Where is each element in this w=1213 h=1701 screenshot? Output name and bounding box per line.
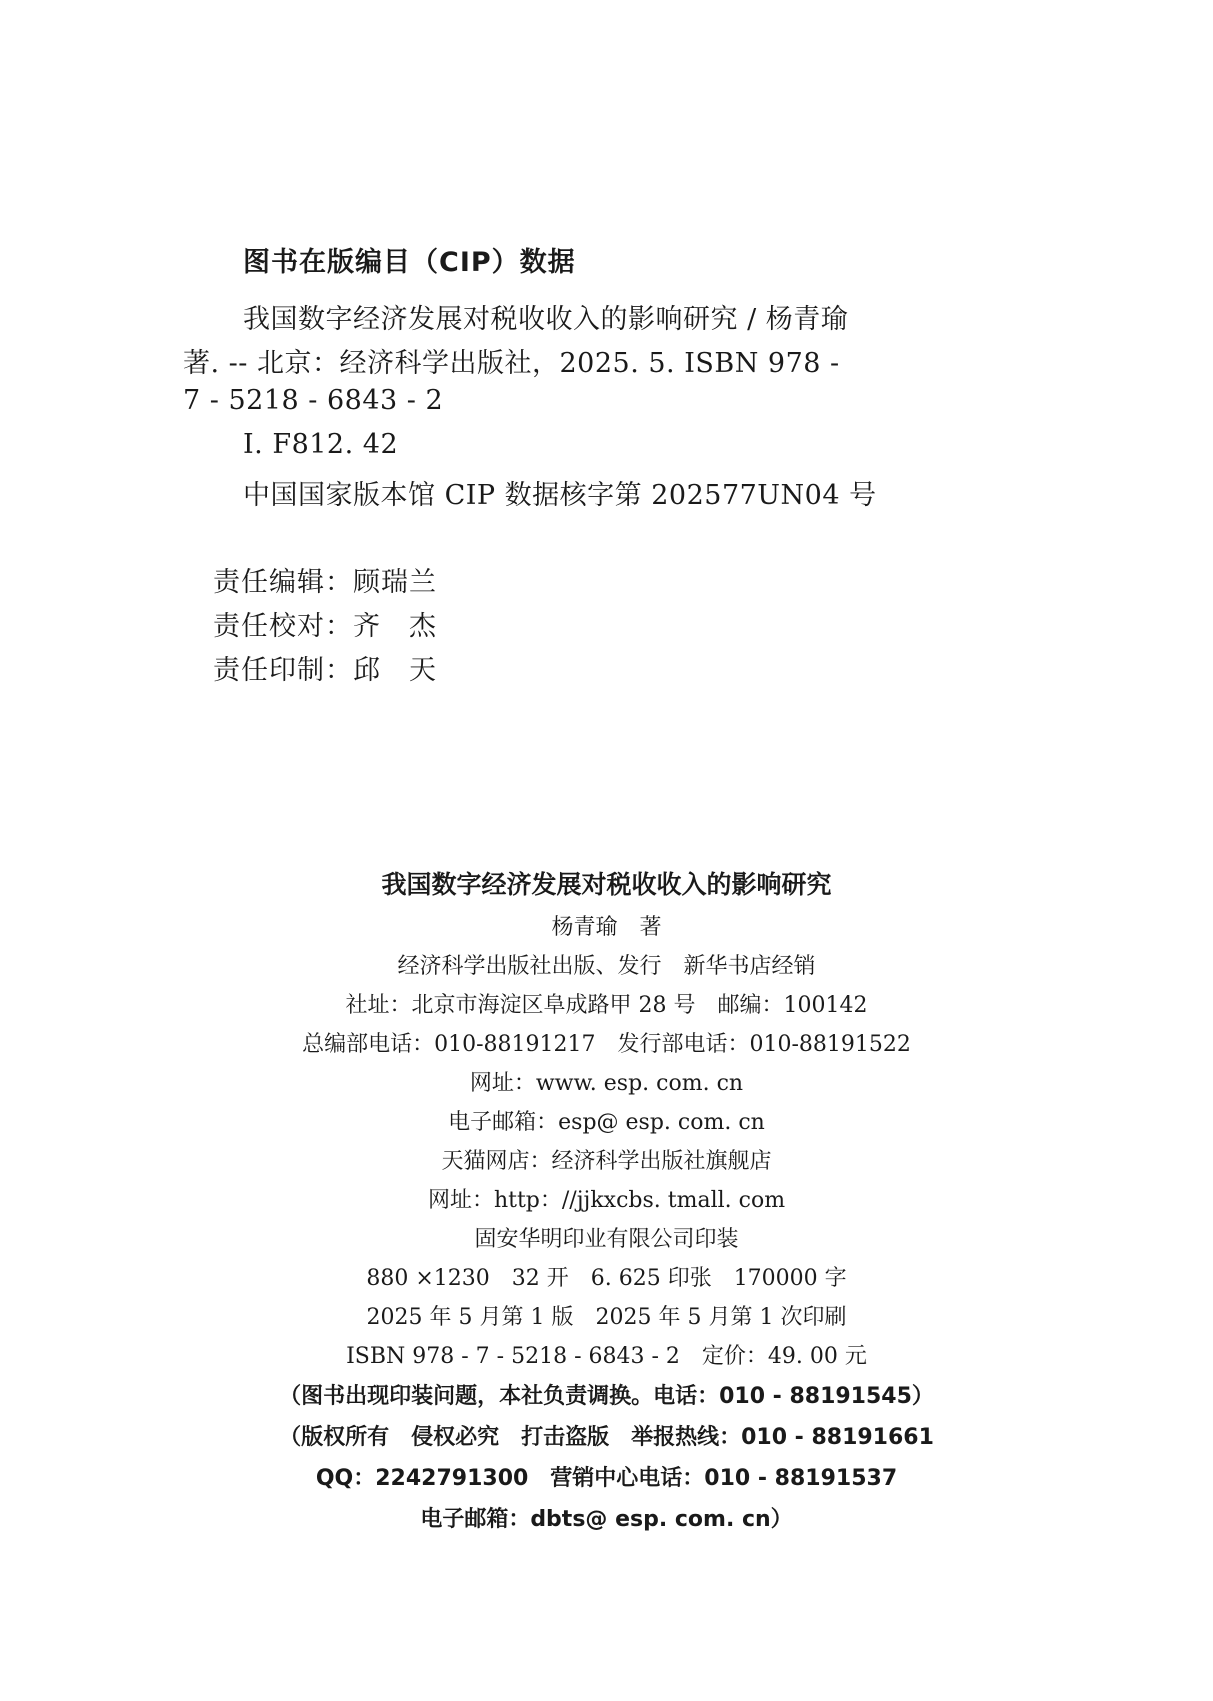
address-line: 社址：北京市海淀区阜成路甲 28 号 邮编：100142	[345, 993, 868, 1018]
cip-record-number-line: 中国国家版本馆 CIP 数据核字第 202577UN04 号	[243, 480, 877, 511]
staff-name: 邱 天	[353, 654, 437, 686]
staff-name: 顾瑞兰	[353, 566, 437, 598]
cip-isbn-line: 7 - 5218 - 6843 - 2	[183, 385, 444, 416]
publisher-line: 经济科学出版社出版、发行 新华书店经销	[397, 954, 816, 979]
notice-printing-issue: （图书出现印装问题，本社负责调换。电话：010 - 88191545）	[279, 1384, 934, 1409]
staff-label: 责任编辑：	[213, 566, 353, 598]
colophon	[0, 862, 1213, 1540]
email-line: 电子邮箱：esp@ esp. com. cn	[448, 1110, 765, 1135]
staff-row-editor	[213, 557, 437, 601]
book-author: 杨青瑜 著	[551, 915, 662, 940]
staff-name: 齐 杰	[353, 610, 437, 642]
tmall-url-line: 网址：http：//jjkxcbs. tmall. com	[427, 1188, 786, 1213]
printer-line: 固安华明印业有限公司印装	[474, 1227, 739, 1252]
format-line: 880 ×1230 32 开 6. 625 印张 170000 字	[366, 1266, 847, 1291]
staff-label: 责任印制：	[213, 654, 353, 686]
cip-publication-line: 著. -- 北京：经济科学出版社，2025. 5. ISBN 978 -	[183, 348, 840, 379]
tmall-store-line: 天猫网店：经济科学出版社旗舰店	[441, 1149, 772, 1174]
cip-classification-line: Ⅰ. F812. 42	[243, 429, 399, 460]
staff-label: 责任校对：	[213, 610, 353, 642]
book-title: 我国数字经济发展对税收收入的影响研究	[381, 870, 832, 899]
staff-credits	[213, 557, 437, 689]
cip-heading: 图书在版编目（CIP）数据	[243, 247, 576, 278]
notice-copyright: （版权所有 侵权必究 打击盗版 举报热线：010 - 88191661	[279, 1425, 934, 1450]
website-line: 网址：www. esp. com. cn	[469, 1071, 744, 1096]
notice-email: 电子邮箱：dbts@ esp. com. cn）	[420, 1507, 793, 1532]
isbn-price-line: ISBN 978 - 7 - 5218 - 6843 - 2 定价：49. 00 元	[346, 1344, 867, 1369]
notice-contact: QQ：2242791300 营销中心电话：010 - 88191537	[315, 1466, 898, 1491]
phone-line: 总编部电话：010-88191217 发行部电话：010-88191522	[302, 1032, 911, 1057]
staff-row-printing	[213, 645, 437, 689]
staff-row-proofreader	[213, 601, 437, 645]
cip-title-line: 我国数字经济发展对税收收入的影响研究 / 杨青瑜	[243, 304, 849, 335]
edition-line: 2025 年 5 月第 1 版 2025 年 5 月第 1 次印刷	[366, 1305, 847, 1330]
